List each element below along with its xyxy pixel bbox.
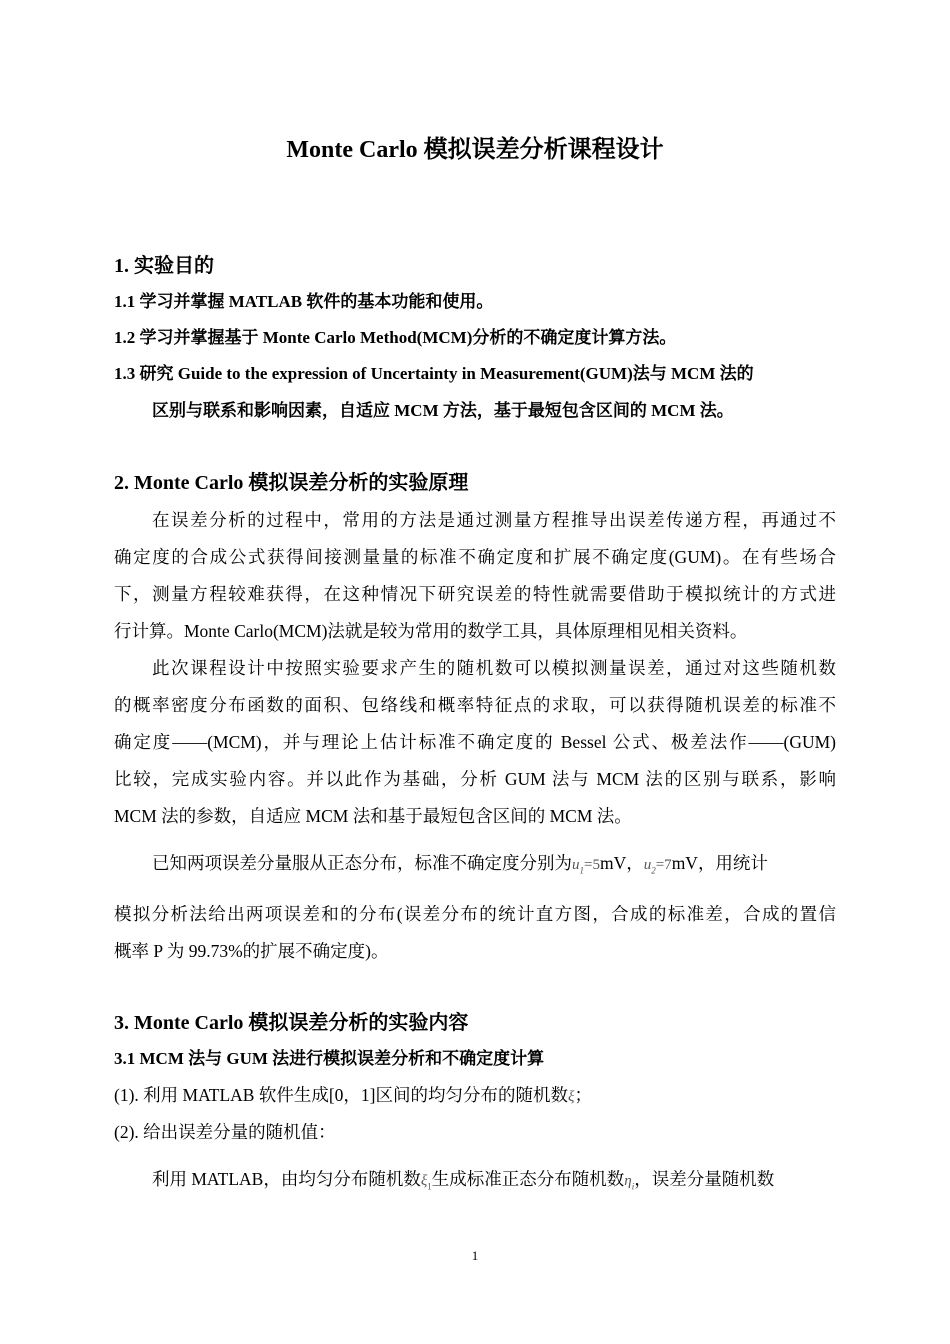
section-1-heading: 1. 实验目的: [114, 255, 214, 277]
objective-1-3-line2: 区别与联系和影响因素，自适应 MCM 方法，基于最短包含区间的 MCM 法。: [152, 401, 734, 420]
step-1-line: [114, 1082, 836, 1110]
xi-symbol: ξ: [568, 1089, 575, 1105]
principle-p1-line3: 下，测量方程较难获得，在这种情况下研究误差的特性就需要借助于模拟统计的方式进: [114, 584, 836, 604]
principle-p3-line1: [152, 850, 836, 884]
rn-text-3: ，误差分量随机数: [634, 1169, 775, 1189]
principle-p3-line3: 概率 P 为 99.73%的扩展不确定度)。: [114, 941, 389, 961]
objective-1-3-line1: 1.3 研究 Guide to the expression of Uncertainty in Measurement(GUM)法与 MCM 法的: [114, 364, 754, 383]
principle-p2-line2: 的概率密度分布函数的面积、包络线和概率特征点的求取，可以获得随机误差的标准不: [114, 695, 836, 715]
u1-symbol: u: [572, 857, 580, 873]
principle-p2-line4: 比较，完成实验内容。并以此作为基础，分析 GUM 法与 MCM 法的区别与联系，影响: [114, 769, 836, 789]
principle-p3-line2: 模拟分析法给出两项误差和的分布(误差分布的统计直方图，合成的标准差，合成的置信: [114, 904, 836, 924]
xi1-subscript: 1: [427, 1181, 432, 1192]
objective-1-1: 1.1 学习并掌握 MATLAB 软件的基本功能和使用。: [114, 292, 494, 311]
u1-subscript: 1: [579, 865, 584, 876]
principle-p2-line3: 确定度——(MCM)，并与理论上估计标准不确定度的 Bessel 公式、极差法作——(GUM): [114, 732, 836, 752]
subsection-3-1-heading: 3.1 MCM 法与 GUM 法进行模拟误差分析和不确定度计算: [114, 1049, 545, 1068]
principle-p1-line1: 在误差分析的过程中，常用的方法是通过测量方程推导出误差传递方程，再通过不: [152, 510, 836, 530]
u2-value: =7: [655, 857, 672, 873]
u2-symbol: u: [643, 857, 652, 873]
section-2-heading: 2. Monte Carlo 模拟误差分析的实验原理: [114, 472, 469, 494]
section-3-heading: 3. Monte Carlo 模拟误差分析的实验内容: [114, 1012, 469, 1034]
xi1-symbol: ξ: [420, 1173, 428, 1189]
document-title: Monte Carlo 模拟误差分析课程设计: [286, 137, 664, 163]
step-2-line: (2). 给出误差分量的随机值：: [114, 1122, 336, 1142]
rn-text-1: 利用 MATLAB，由均匀分布随机数: [152, 1169, 421, 1189]
u1-value: =5: [584, 857, 600, 873]
p3-intro-text: 已知两项误差分量服从正态分布，标准不确定度分别为: [152, 853, 572, 873]
step-1-text: (1). 利用 MATLAB 软件生成[0，1]区间的均匀分布的随机数: [114, 1085, 569, 1105]
principle-p1-line2: 确定度的合成公式获得间接测量量的标准不确定度和扩展不确定度(GUM)。在有些场合: [114, 547, 836, 567]
u2-subscript: 2: [651, 865, 656, 876]
principle-p1-line4: 行计算。Monte Carlo(MCM)法就是较为常用的数学工具，具体原理相见相关资料。: [114, 621, 748, 641]
page-number: 1: [471, 1248, 479, 1263]
step-1-end: ；: [574, 1085, 592, 1105]
objective-1-2: 1.2 学习并掌握基于 Monte Carlo Method(MCM)分析的不确定度计算方法。: [114, 328, 677, 347]
eta-subscript: i: [631, 1181, 635, 1192]
eta-symbol: η: [624, 1173, 632, 1189]
principle-p2-line5: MCM 法的参数，自适应 MCM 法和基于最短包含区间的 MCM 法。: [114, 806, 632, 826]
random-number-line: [152, 1166, 836, 1200]
principle-p2-line1: 此次课程设计中按照实验要求产生的随机数可以模拟测量误差，通过对这些随机数: [152, 658, 836, 678]
u1-unit: mV，: [599, 853, 644, 873]
rn-text-2: 生成标准正态分布随机数: [431, 1169, 625, 1189]
u2-unit: mV，用统计: [671, 853, 768, 873]
